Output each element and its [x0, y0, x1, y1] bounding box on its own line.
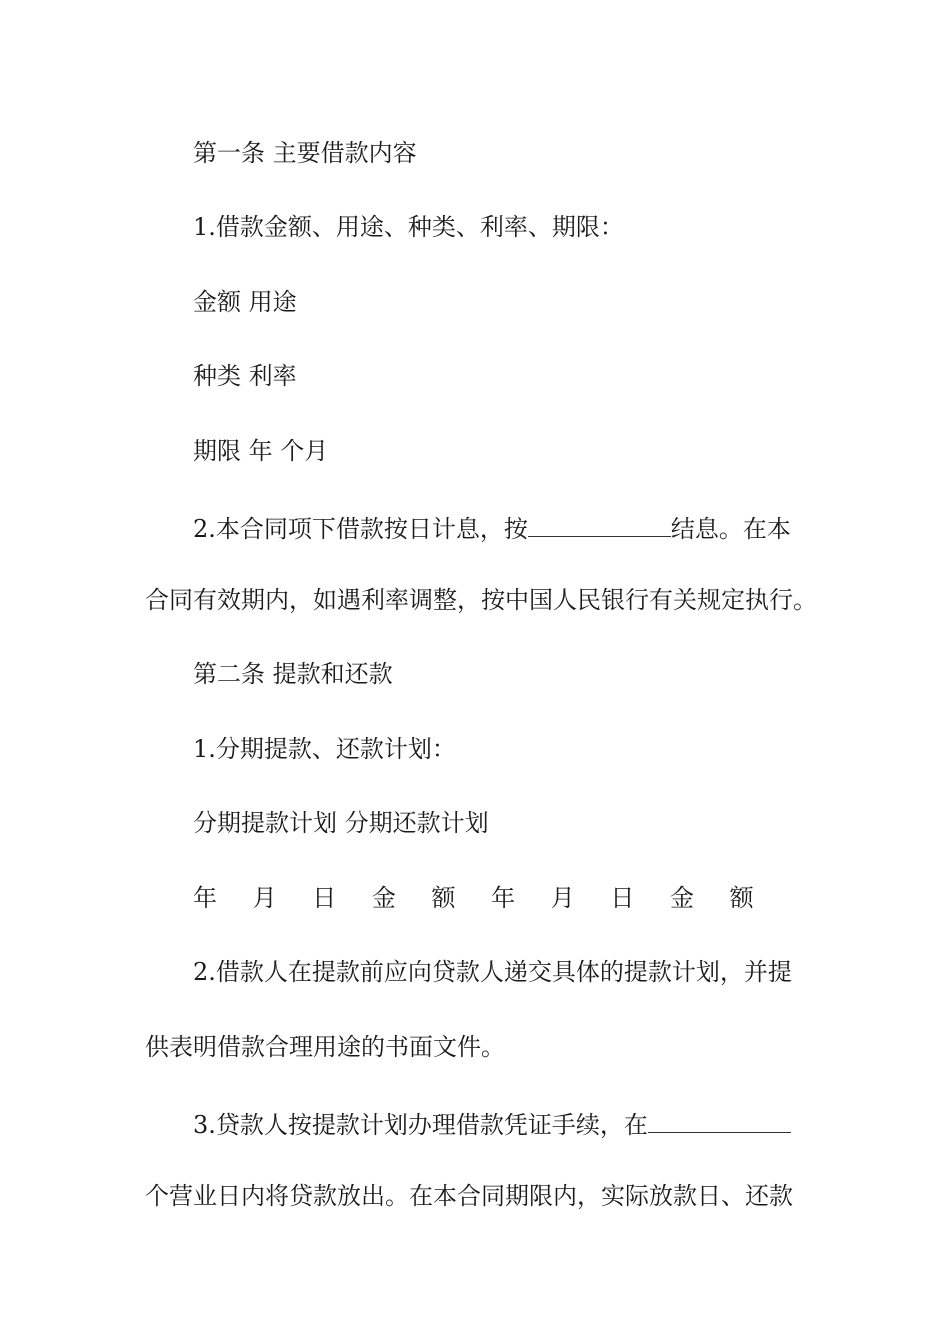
article-2-item-2: 2.借款人在提款前应向贷款人递交具体的提款计划，并提 — [193, 958, 792, 986]
article-2-item-3-text-a: 3.贷款人按提款计划办理借款凭证手续，在 — [193, 1111, 648, 1139]
article-2-item-3 — [193, 1106, 791, 1140]
article-1-item-2-text-b: 结息。在本 — [670, 515, 791, 543]
type-rate-line: 种类 利率 — [193, 362, 297, 390]
article-2-item-1: 1.分期提款、还款计划： — [193, 735, 456, 763]
amount-use-line: 金额 用途 — [193, 288, 297, 316]
interest-settlement-blank — [528, 510, 671, 537]
article-1-item-2-continued: 合同有效期内，如遇利率调整，按中国人民银行有关规定执行。 — [145, 586, 817, 614]
term-line: 期限 年 个月 — [193, 437, 329, 465]
plan-columns-line: 年 月 日 金 额 年 月 日 金 额 — [193, 884, 768, 912]
article-1-title: 第一条 主要借款内容 — [193, 139, 417, 167]
article-2-item-3-continued: 个营业日内将贷款放出。在本合同期限内，实际放款日、还款 — [145, 1182, 793, 1210]
article-1-item-2 — [193, 510, 791, 544]
article-2-title: 第二条 提款和还款 — [193, 660, 393, 688]
plan-headers-line: 分期提款计划 分期还款计划 — [193, 809, 489, 837]
article-1-item-1: 1.借款金额、用途、种类、利率、期限： — [193, 213, 624, 241]
article-2-item-2-continued: 供表明借款合理用途的书面文件。 — [145, 1033, 505, 1061]
article-1-item-2-text-a: 2.本合同项下借款按日计息，按 — [193, 515, 528, 543]
business-days-blank — [648, 1106, 791, 1133]
